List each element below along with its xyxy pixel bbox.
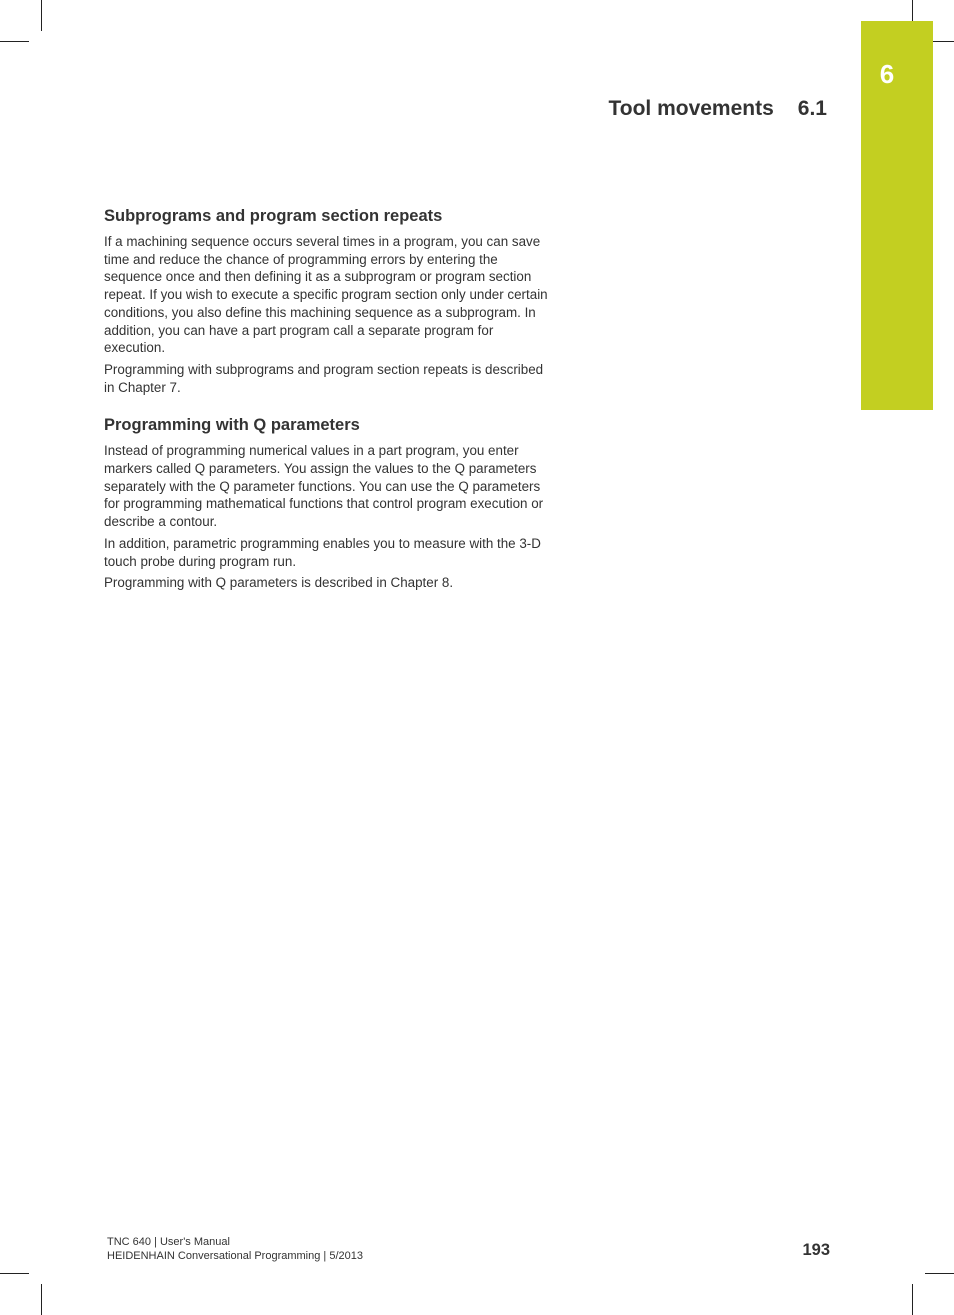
crop-mark <box>925 1273 954 1274</box>
crop-mark <box>0 1273 29 1274</box>
header-title: Tool movements <box>608 97 774 120</box>
page-number: 193 <box>802 1241 830 1259</box>
footer-line: TNC 640 | User's Manual <box>107 1236 230 1248</box>
paragraph: Instead of programming numerical values in a part program, you enter markers called Q parameters. You assign the values to the Q parameters separately with the Q parameter functions. You can use the Q parameters for programming mathematical functions that control program execution or describe a contour. <box>104 443 544 530</box>
crop-mark <box>912 0 913 21</box>
header-section-number: 6.1 <box>797 97 827 120</box>
main-content <box>104 205 549 596</box>
footer-line: HEIDENHAIN Conversational Programming | 5/2013 <box>107 1250 363 1262</box>
running-header <box>608 97 827 121</box>
crop-mark <box>41 0 42 31</box>
section-heading: Programming with Q parameters <box>104 416 360 435</box>
chapter-tab <box>861 21 933 410</box>
paragraph: If a machining sequence occurs several times in a program, you can save time and reduce the chance of programming errors by entering the sequence once and then defining it as a subprogram or program section repeat. If you wish to execute a specific program section only under certain conditions, you also define this machining sequence as a subprogram. In addition, you can have a part program call a separate program for execution. <box>104 234 548 356</box>
crop-mark <box>912 1284 913 1315</box>
chapter-number: 6 <box>879 59 895 89</box>
section-heading: Subprograms and program section repeats <box>104 207 443 225</box>
footer <box>107 1235 363 1263</box>
crop-mark <box>41 1284 42 1315</box>
paragraph: In addition, parametric programming enables you to measure with the 3-D touch probe during program run. <box>104 535 541 569</box>
crop-mark <box>0 41 29 42</box>
paragraph: Programming with subprograms and program section repeats is described in Chapter 7. <box>104 361 544 395</box>
paragraph: Programming with Q parameters is described in Chapter 8. <box>104 575 454 591</box>
